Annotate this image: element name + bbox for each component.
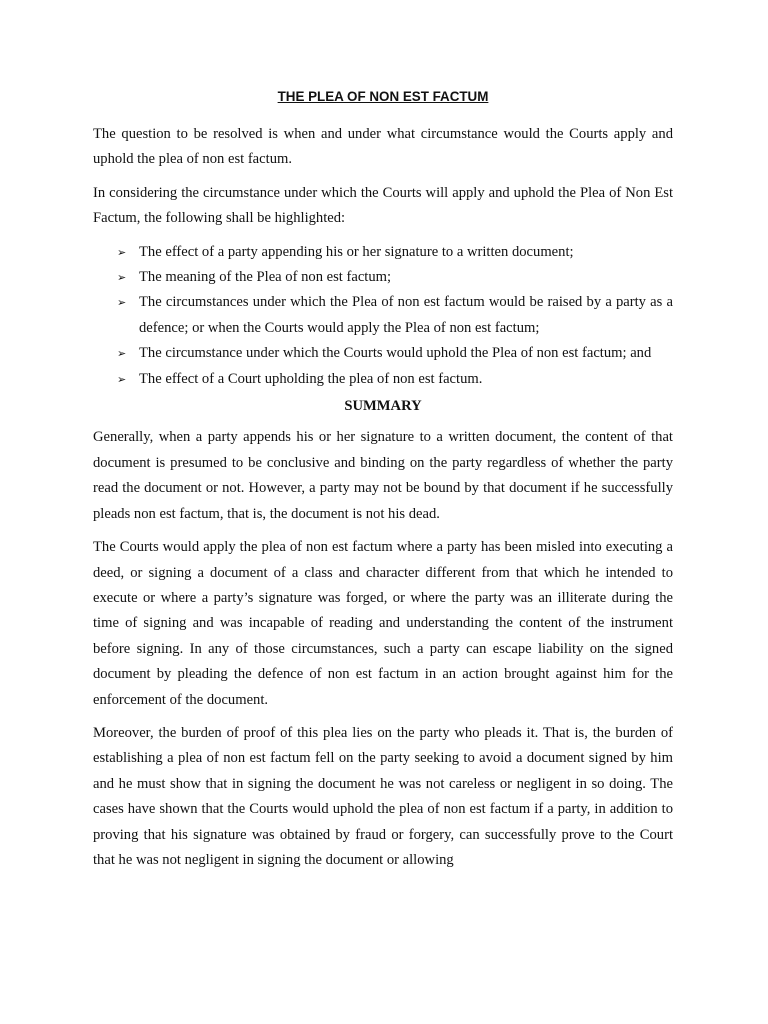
document-page: [93, 88, 673, 881]
list-item: [93, 265, 673, 290]
summary-paragraph-3: Moreover, the burden of proof of this plea lies on the party who pleads it. That is, the burden of establishing a plea of non est factum fell on the party seeking to avoid a document signed by him and he must show that in signing the document he was not careless or negligent in so doing. The cases have shown that the Courts would uphold the plea of non est factum if a party, in addition to proving that his signature was obtained by fraud or forgery, can successfully prove to the Court that he was not negligent in signing the document or allowing: [93, 724, 673, 868]
arrow-bullet-icon: ➢: [117, 347, 127, 361]
list-item-text: The circumstances under which the Plea of non est factum would be raised by a party as a defence; or when the Courts would apply the Plea of non est factum;: [139, 294, 673, 336]
intro-paragraph-2: In considering the circumstance under which the Courts will apply and uphold the Plea of Non Est Factum, the following shall be highlighted:: [93, 184, 673, 227]
list-item: [93, 367, 673, 392]
summary-heading: SUMMARY: [344, 398, 422, 415]
arrow-bullet-icon: ➢: [117, 271, 127, 285]
list-item-text: The meaning of the Plea of non est factum;: [139, 269, 392, 286]
list-item: [93, 290, 673, 341]
list-item-text: The circumstance under which the Courts would uphold the Plea of non est factum; and: [139, 345, 652, 362]
summary-paragraph-1: Generally, when a party appends his or her signature to a written document, the content of that document is presumed to be conclusive and binding on the party regardless of whether the party read the document or not. However, a party may not be bound by that document if he successfully pleads non est factum, that is, the document is not his dead.: [93, 429, 673, 522]
arrow-bullet-icon: ➢: [117, 245, 127, 259]
arrow-bullet-icon: ➢: [117, 296, 127, 310]
list-item: [93, 341, 673, 366]
summary-paragraph-2: The Courts would apply the plea of non est factum where a party has been misled into executing a deed, or signing a document of a class and character different from that which he intended to execute or where a party’s signature was forged, or where the party was an illiterate during the time of signing and was incapable of reading and understanding the content of the instrument before signing. In any of those circumstances, such a party can escape liability on the signed document by pleading the defence of non est factum in an action brought against him for the enforcement of the document.: [93, 539, 673, 708]
highlight-list: [93, 240, 673, 392]
document-title: THE PLEA OF NON EST FACTUM: [277, 89, 489, 104]
intro-paragraph-1: The question to be resolved is when and under what circumstance would the Courts apply and uphold the plea of non est factum.: [93, 126, 673, 168]
list-item-text: The effect of a party appending his or her signature to a written document;: [139, 243, 574, 260]
list-item-text: The effect of a Court upholding the plea of non est factum.: [139, 370, 483, 387]
list-item: [93, 240, 673, 265]
arrow-bullet-icon: ➢: [117, 372, 127, 386]
